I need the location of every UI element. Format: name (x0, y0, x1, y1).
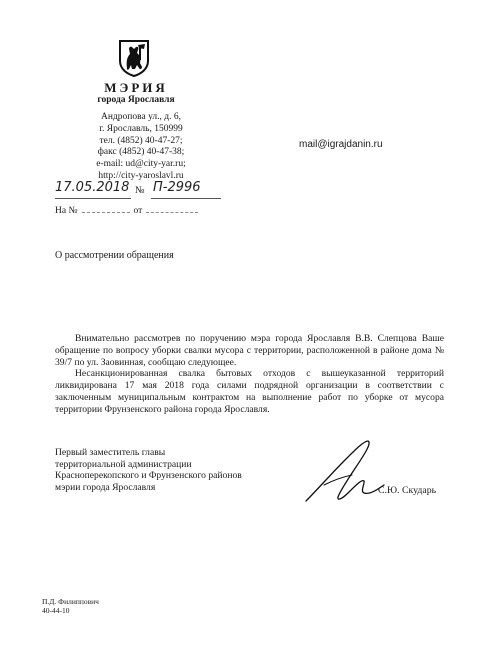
letterhead-address (86, 112, 196, 183)
executor-phone: 40-44-10 (42, 606, 70, 615)
address-line: тел. (4852) 40-47-27; (99, 135, 183, 146)
signer-title-line: Красноперекопского и Фрунзенского районов (55, 470, 242, 482)
registration-number: П-2996 (153, 180, 201, 195)
reference-date-blank (146, 212, 198, 213)
recipient-email: mail@igrajdanin.ru (299, 139, 383, 150)
letter-subject: О рассмотрении обращения (55, 250, 174, 261)
letterhead-title: МЭРИЯ (104, 80, 168, 95)
signer-title-line: территориальной администрации (55, 458, 192, 470)
reference-number-label: На № (55, 206, 78, 216)
reference-line (55, 206, 202, 216)
address-line: факс (4852) 40-47-38; (97, 147, 185, 158)
registration-block (55, 180, 225, 202)
date-underline (55, 198, 131, 199)
letter-body (55, 333, 444, 416)
signer-name: С.Ю. Скударь (378, 485, 437, 496)
address-line: г. Ярославль, 150999 (99, 123, 183, 134)
reference-date-label: от (133, 206, 143, 216)
body-paragraph: Несанкционированная свалка бытовых отходов с вышеуказанной территорий ликвидирована 17 мая 2018 года силами подрядной организации в соответствии с заключенным муниципальным контрактом на выполнение работ по уборке от мусора территории Фрунзенского района города Ярославля. (55, 368, 444, 415)
number-underline (151, 198, 221, 199)
signer-title (55, 447, 242, 493)
executor-info (42, 597, 99, 615)
executor-name: П.Д. Филиппович (42, 597, 99, 606)
signer-title-line: Первый заместитель главы (55, 447, 166, 458)
body-paragraph: Внимательно рассмотрев по поручению мэра города Ярославля В.В. Слепцова Ваше обращение по вопросу уборки свалки мусора с территории, расположенной в районе дома № 39/7 по ул. Заовинная, сообщаю следующее. (55, 333, 444, 368)
letterhead-subtitle: города Ярославля (97, 95, 175, 105)
reference-number-blank (82, 212, 130, 213)
signer-title-line: мэрии города Ярославля (55, 481, 156, 493)
registration-number-label: № (135, 185, 145, 196)
website-line: http://city-yaroslavl.ru (98, 170, 184, 181)
email-line: e-mail: ud@city-yar.ru; (96, 159, 186, 170)
coat-of-arms-icon (117, 38, 151, 78)
address-line: Андропова ул., д. 6, (101, 112, 181, 122)
handwritten-signature (302, 437, 387, 507)
registration-date: 17.05.2018 (55, 180, 130, 195)
